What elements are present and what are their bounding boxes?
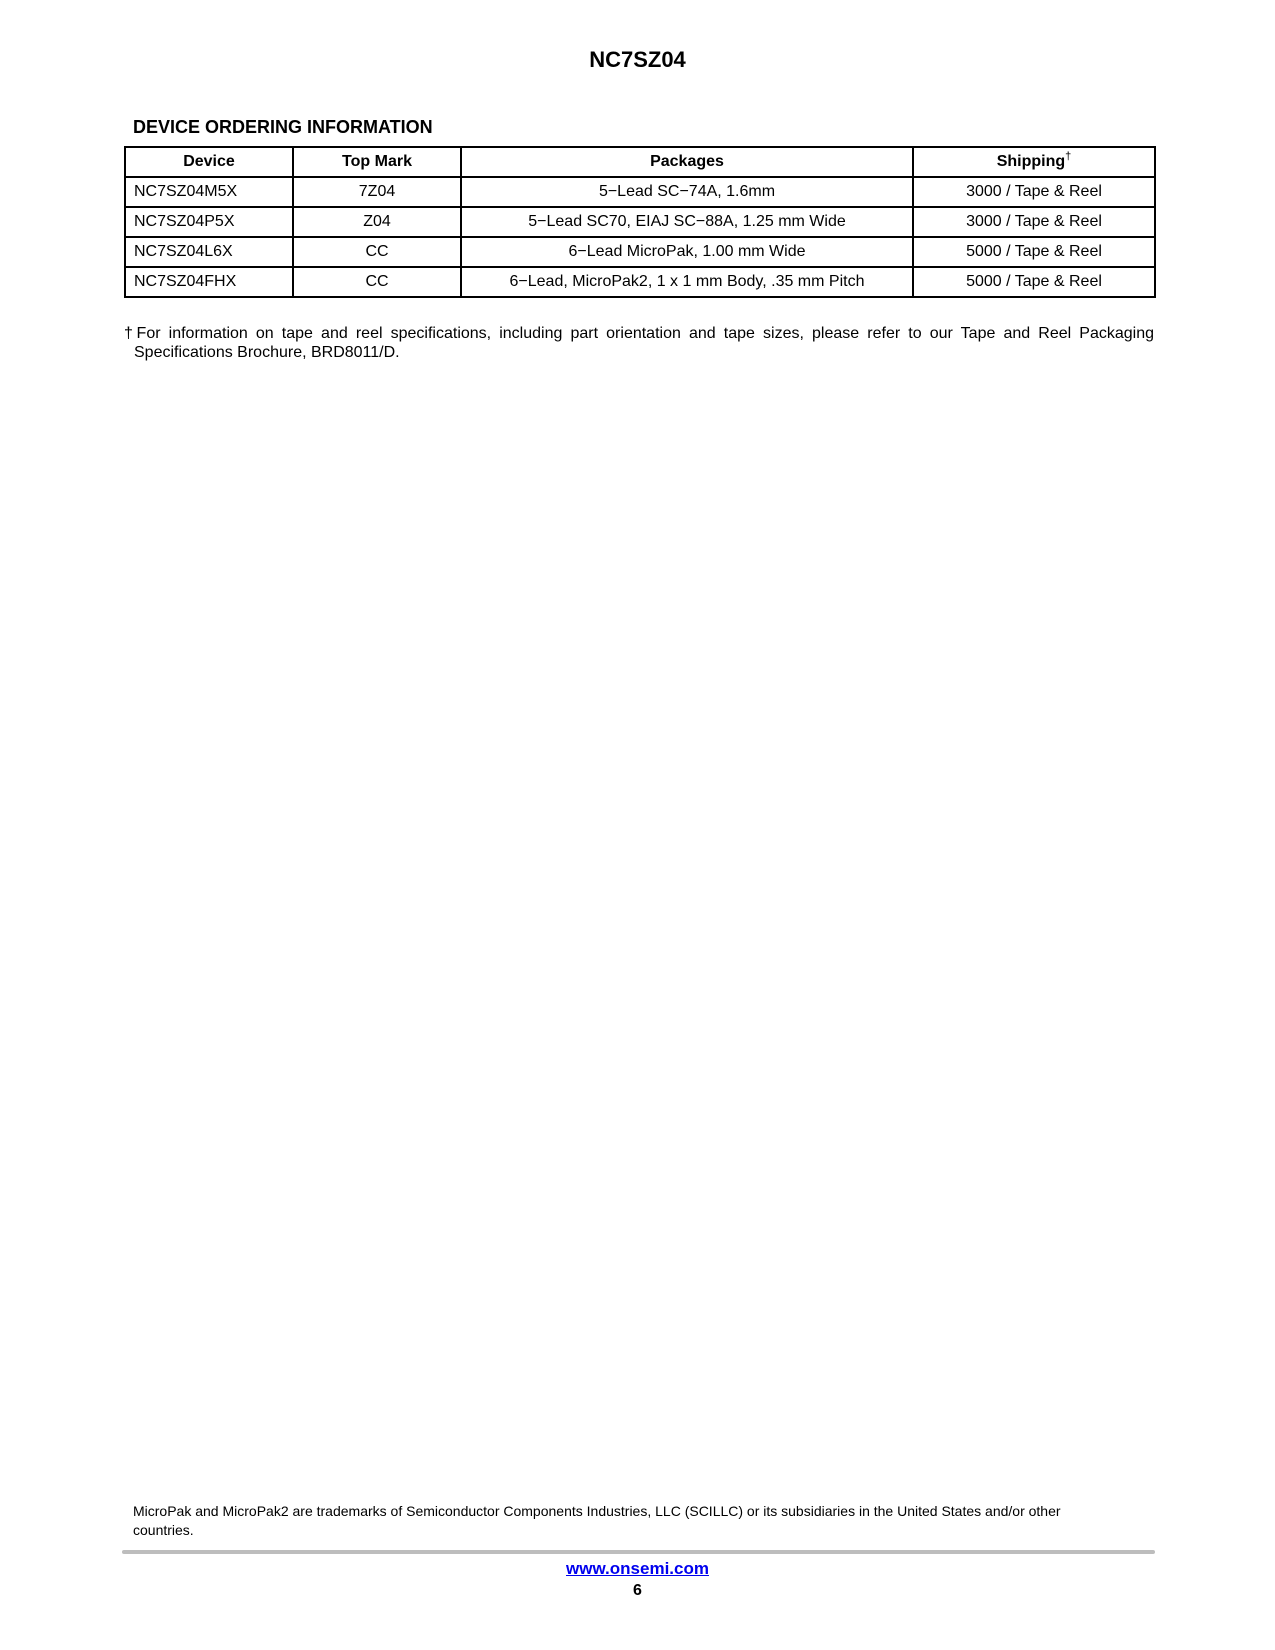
- shipping-cell: 5000 / Tape & Reel: [913, 267, 1155, 297]
- column-header-shipping: [913, 147, 1155, 177]
- device-cell: NC7SZ04P5X: [125, 207, 293, 237]
- package-cell: 5−Lead SC70, EIAJ SC−88A, 1.25 mm Wide: [461, 207, 913, 237]
- footer-link-container: [0, 1558, 1275, 1580]
- column-header-shipping-label: Shipping: [996, 153, 1066, 170]
- table-row: [125, 237, 1155, 267]
- top-mark-cell: CC: [293, 267, 461, 297]
- device-cell: NC7SZ04FHX: [125, 267, 293, 297]
- top-mark-cell: CC: [293, 237, 461, 267]
- table-row: [125, 267, 1155, 297]
- table-row: [125, 207, 1155, 237]
- table-row: [125, 177, 1155, 207]
- table-header-row: [125, 147, 1155, 177]
- package-cell: 6−Lead, MicroPak2, 1 x 1 mm Body, .35 mm Pitch: [461, 267, 913, 297]
- column-header-packages: Packages: [461, 147, 913, 177]
- footer-divider: [122, 1550, 1155, 1554]
- package-cell: 5−Lead SC−74A, 1.6mm: [461, 177, 913, 207]
- dagger-footnote-mark: †: [1065, 150, 1072, 163]
- trademark-notice: MicroPak and MicroPak2 are trademarks of Semiconductor Components Industries, LLC (SCILLC) or its subsidiaries in the United States and/or other countries.: [133, 1503, 1061, 1538]
- section-heading: DEVICE ORDERING INFORMATION: [133, 117, 433, 137]
- website-link[interactable]: www.onsemi.com: [566, 1559, 709, 1578]
- column-header-top-mark: Top Mark: [293, 147, 461, 177]
- table-footnote: †For information on tape and reel specifications, including part orientation and tape sizes, please refer to our Tape and Reel Packaging Specifications Brochure, BRD8011/D.: [124, 325, 1154, 361]
- shipping-cell: 3000 / Tape & Reel: [913, 207, 1155, 237]
- page-number: 6: [633, 1582, 642, 1599]
- top-mark-cell: Z04: [293, 207, 461, 237]
- package-cell: 6−Lead MicroPak, 1.00 mm Wide: [461, 237, 913, 267]
- device-cell: NC7SZ04L6X: [125, 237, 293, 267]
- shipping-cell: 5000 / Tape & Reel: [913, 237, 1155, 267]
- ordering-table: [124, 146, 1156, 298]
- device-cell: NC7SZ04M5X: [125, 177, 293, 207]
- column-header-device: Device: [125, 147, 293, 177]
- shipping-cell: 3000 / Tape & Reel: [913, 177, 1155, 207]
- document-title: NC7SZ04: [589, 47, 686, 72]
- top-mark-cell: 7Z04: [293, 177, 461, 207]
